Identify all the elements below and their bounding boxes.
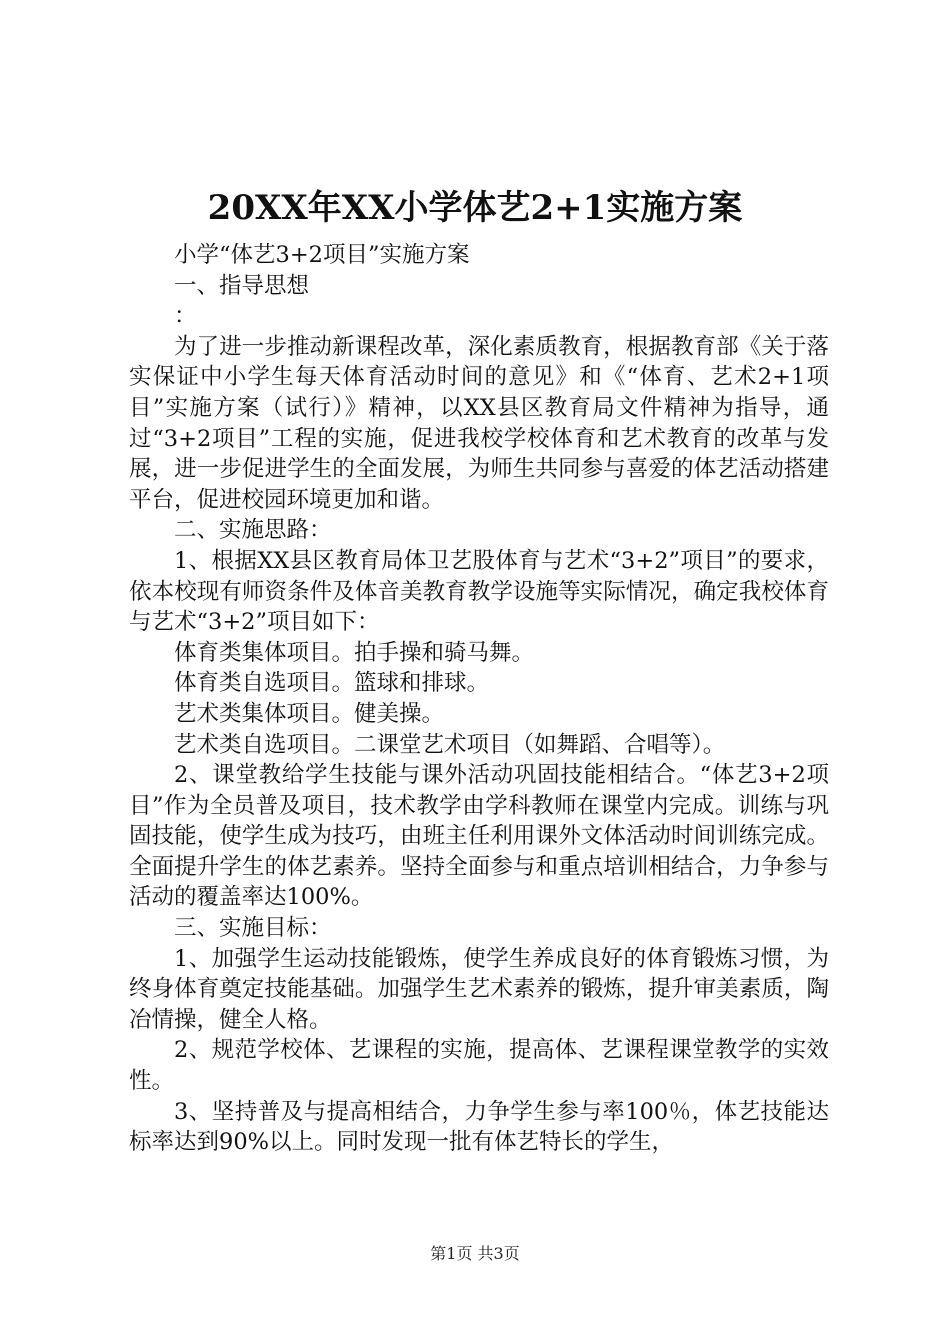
list-item-sports-optional: 体育类自选项目。篮球和排球。 xyxy=(174,670,490,697)
paragraph-goal-3: 3、坚持普及与提高相结合，力争学生参与率100％，体艺技能达标率达到90%以上。同时发现一批有体艺特长的学生， xyxy=(129,1098,829,1156)
section-heading-guiding-ideology: 一、指导思想 xyxy=(174,272,310,299)
paragraph-guiding-ideology: 为了进一步推动新课程改革，深化素质教育，根据教育部《关于落实保证中小学生每天体育活动时间的意见》和《“体育、艺术2+1项目”实施方案（试行）》精神，以XX县区教育局文件精神为指导，通过“3+2项目”工程的实施，促进我校学校体育和艺术教育的改革与发展，进一步促进学生的全面发展，为师生共同参与喜爱的体艺活动搭建平台，促进校园环境更加和谐。 xyxy=(129,333,829,513)
paragraph-item-1: 1、根据XX县区教育局体卫艺股体育与艺术“3+2”项目”的要求，依本校现有师资条件及体音美教育教学设施等实际情况，确定我校体育与艺术“3+2”项目如下： xyxy=(129,547,829,636)
colon-line: ： xyxy=(174,303,197,330)
document-subtitle: 小学“体艺3+2项目”实施方案 xyxy=(174,242,470,268)
page-footer: 第1页 共3页 xyxy=(430,1244,520,1263)
paragraph-goal-1: 1、加强学生运动技能锻炼，使学生养成良好的体育锻炼习惯，为终身体育奠定技能基础。加强学生艺术素养的锻炼，提升审美素质，陶冶情操，健全人格。 xyxy=(129,945,829,1033)
document-title: 20XX年XX小学体艺2+1实施方案 xyxy=(207,188,743,228)
paragraph-goal-2: 2、规范学校体、艺课程的实施，提高体、艺课程课堂教学的实效性。 xyxy=(129,1037,829,1095)
list-item-arts-optional: 艺术类自选项目。二课堂艺术项目（如舞蹈、合唱等）。 xyxy=(174,731,726,758)
document-body xyxy=(129,240,829,1158)
list-item-sports-group: 体育类集体项目。拍手操和骑马舞。 xyxy=(174,639,535,666)
section-heading-implementation-goals: 三、实施目标： xyxy=(174,915,332,942)
section-heading-implementation-ideas: 二、实施思路： xyxy=(174,517,332,544)
paragraph-item-2: 2、课堂教给学生技能与课外活动巩固技能相结合。“体艺3+2项目”作为全员普及项目，技术教学由学科教师在课堂内完成。训练与巩固技能，使学生成为技巧，由班主任利用课外文体活动时间训练完成。全面提升学生的体艺素养。坚持全面参与和重点培训相结合，力争参与活动的覆盖率达100%。 xyxy=(129,762,829,911)
list-item-arts-group: 艺术类集体项目。健美操。 xyxy=(174,700,445,727)
